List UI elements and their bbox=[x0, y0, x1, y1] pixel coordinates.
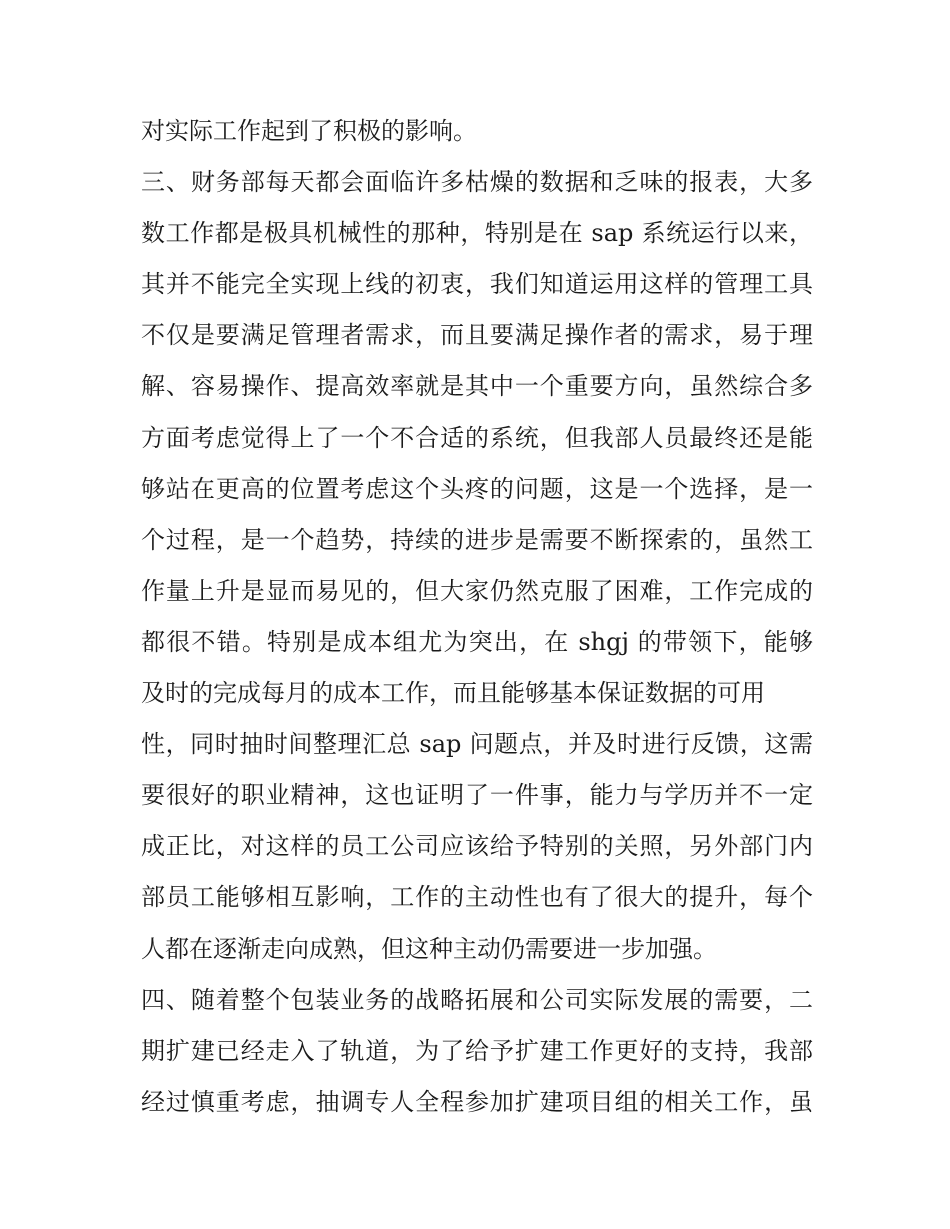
text-line: 及时的完成每月的成本工作，而且能够基本保证数据的可用 bbox=[141, 679, 765, 708]
text-line: 期扩建已经走入了轨道，为了给予扩建工作更好的支持，我部 bbox=[141, 1036, 813, 1065]
text-line: 经过慎重考虑，抽调专人全程参加扩建项目组的相关工作，虽 bbox=[141, 1087, 813, 1116]
text-line: 都很不错。特别是成本组尤为突出，在 shgj 的带领下，能够 bbox=[141, 627, 813, 656]
text-line: 人都在逐渐走向成熟，但这种主动仍需要进一步加强。 bbox=[141, 934, 717, 963]
text-line: 不仅是要满足管理者需求，而且要满足操作者的需求，易于理 bbox=[141, 321, 813, 350]
text-line: 个过程，是一个趋势，持续的进步是需要不断探索的，虽然工 bbox=[141, 525, 813, 554]
text-line: 性，同时抽时间整理汇总 sap 问题点，并及时进行反馈，这需 bbox=[141, 730, 813, 759]
text-line: 够站在更高的位置考虑这个头疼的问题，这是一个选择，是一 bbox=[141, 474, 813, 503]
text-line: 四、随着整个包装业务的战略拓展和公司实际发展的需要，二 bbox=[141, 985, 813, 1014]
text-line: 解、容易操作、提高效率就是其中一个重要方向，虽然综合多 bbox=[141, 372, 813, 401]
text-line: 三、财务部每天都会面临许多枯燥的数据和乏味的报表，大多 bbox=[141, 168, 813, 197]
text-line: 要很好的职业精神，这也证明了一件事，能力与学历并不一定 bbox=[141, 781, 813, 810]
text-line: 作量上升是显而易见的，但大家仍然克服了困难，工作完成的 bbox=[141, 576, 813, 605]
text-line: 其并不能完全实现上线的初衷，我们知道运用这样的管理工具 bbox=[141, 270, 813, 299]
text-line: 对实际工作起到了积极的影响。 bbox=[141, 117, 477, 145]
text-line: 成正比，对这样的员工公司应该给予特别的关照，另外部门内 bbox=[141, 832, 813, 861]
text-line: 部员工能够相互影响，工作的主动性也有了很大的提升，每个 bbox=[141, 883, 813, 912]
text-line: 数工作都是极具机械性的那种，特别是在 sap 系统运行以来， bbox=[141, 219, 813, 248]
body-text bbox=[141, 106, 813, 1128]
text-line: 方面考虑觉得上了一个不合适的系统，但我部人员最终还是能 bbox=[141, 423, 813, 452]
